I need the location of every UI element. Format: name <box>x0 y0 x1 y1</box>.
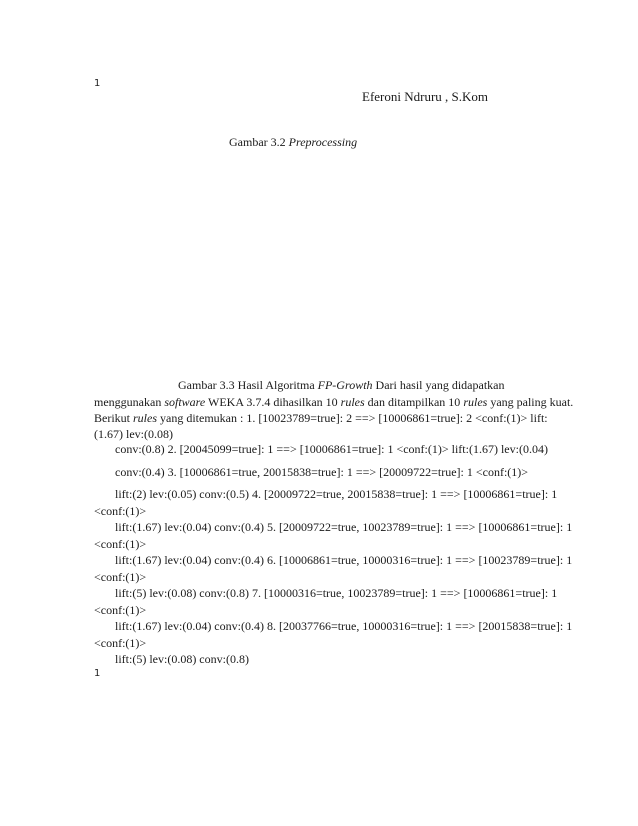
caption-italic: Preprocessing <box>288 135 358 149</box>
text: Berikut <box>94 411 133 425</box>
rule-continuation: <conf:(1)> <box>94 636 147 650</box>
text-italic: rules <box>463 395 488 409</box>
caption-suffix: Dari hasil yang didapatkan <box>372 378 505 392</box>
paragraph-line-3: (1.67) lev:(0.08) <box>94 427 173 441</box>
text-italic: software <box>164 395 206 409</box>
figure-caption-3-3 <box>178 378 505 393</box>
page-number-bottom: 1 <box>94 668 101 679</box>
rule-line: conv:(0.4) 3. [10006861=true, 20015838=true]: 1 ==> [20009722=true]: 1 <conf:(1)> <box>115 465 529 479</box>
page-number-top: 1 <box>94 78 101 89</box>
rule-line: lift:(5) lev:(0.08) conv:(0.8) 7. [10000316=true, 10023789=true]: 1 ==> [10006861=true]: 1 <box>115 586 558 600</box>
caption-prefix: Gambar 3.3 Hasil Algoritma <box>178 378 318 392</box>
rule-line: lift:(1.67) lev:(0.04) conv:(0.4) 8. [20037766=true, 10000316=true]: 1 ==> [20015838=true]: 1 <box>115 619 573 633</box>
caption-italic: FP-Growth <box>317 378 373 392</box>
rule-line: lift:(1.67) lev:(0.04) conv:(0.4) 5. [20009722=true, 10023789=true]: 1 ==> [10006861=true]: 1 <box>115 520 573 534</box>
text: yang paling kuat. <box>487 395 574 409</box>
author-name: Eferoni Ndruru , S.Kom <box>362 89 489 104</box>
rule-continuation: <conf:(1)> <box>94 570 147 584</box>
paragraph-line-1 <box>94 394 573 410</box>
rule-line: lift:(5) lev:(0.08) conv:(0.8) <box>115 652 249 666</box>
text-italic: rules <box>340 395 365 409</box>
rule-continuation: <conf:(1)> <box>94 537 147 551</box>
rule-line: conv:(0.8) 2. [20045099=true]: 1 ==> [10006861=true]: 1 <conf:(1)> lift:(1.67) lev:(0.04) <box>115 442 548 456</box>
paragraph-line-2 <box>94 410 548 426</box>
text: yang ditemukan : 1. [10023789=true]: 2 ==> [10006861=true]: 2 <conf:(1)> lift: <box>157 411 548 425</box>
rule-continuation: <conf:(1)> <box>94 504 147 518</box>
text: menggunakan <box>94 395 165 409</box>
rule-line: lift:(1.67) lev:(0.04) conv:(0.4) 6. [10006861=true, 10000316=true]: 1 ==> [10023789=true]: 1 <box>115 553 573 567</box>
text-italic: rules <box>133 411 157 425</box>
text: WEKA 3.7.4 dihasilkan 10 <box>205 395 341 409</box>
caption-prefix: Gambar 3.2 <box>229 135 289 149</box>
rule-continuation: <conf:(1)> <box>94 603 147 617</box>
rule-line: lift:(2) lev:(0.05) conv:(0.5) 4. [20009722=true, 20015838=true]: 1 ==> [10006861=true]: 1 <box>115 487 558 501</box>
figure-caption-3-2 <box>229 135 357 150</box>
text: dan ditampilkan 10 <box>364 395 464 409</box>
